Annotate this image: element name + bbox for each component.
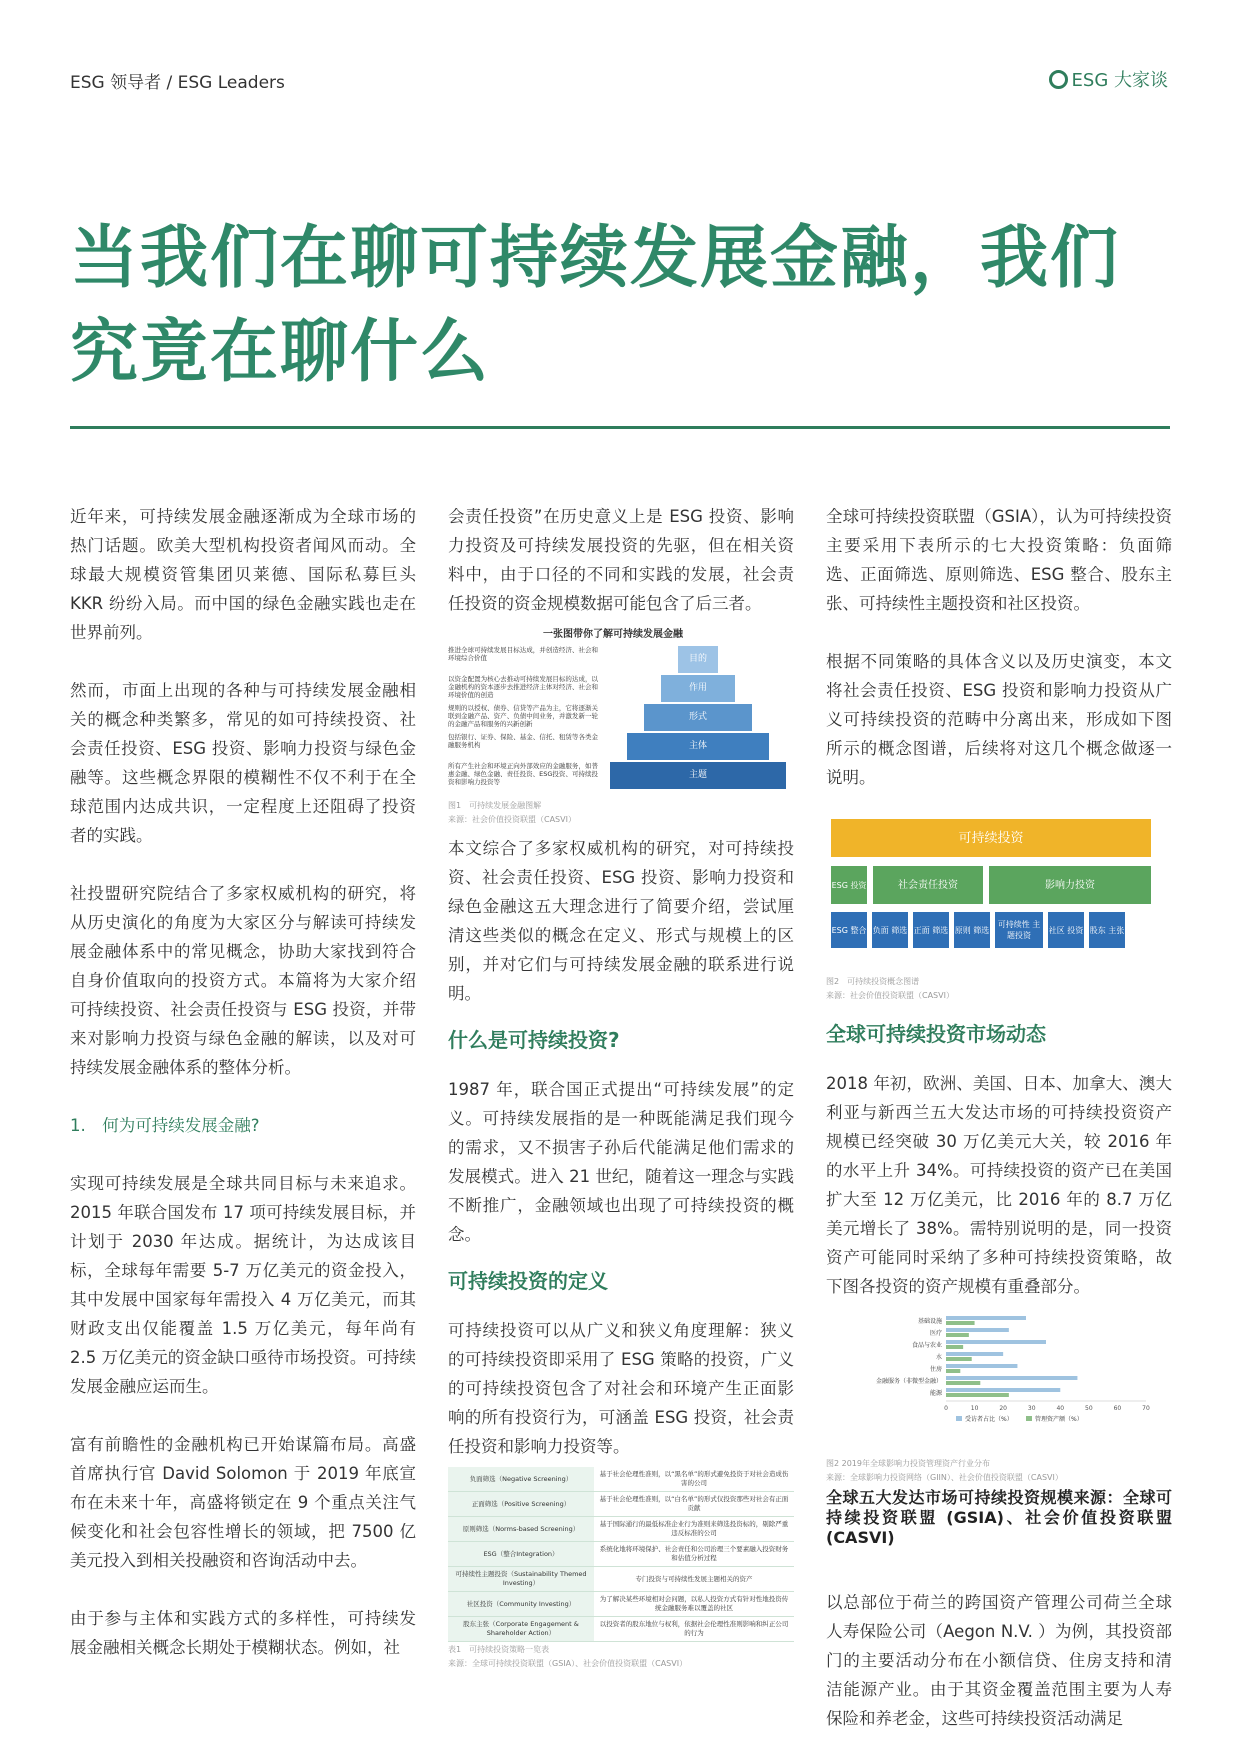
paragraph: 然而，市面上出现的各种与可持续发展金融相关的概念种类繁多，常见的如可持续投资、社会责任投资、ESG 投资、影响力投资与绿色金融等。这些概念界限的模糊性不仅不利于在全球范围内达成共识，一定程度上还阻碍了投资者的实践。 (70, 681, 416, 845)
table-row (448, 1592, 794, 1617)
pyramid-row-text: 以资金配置为核心去推动可持续发展目标的达成，以金融机构的资本逐步去推进经济主体对经济、社会和环境价值的创造 (448, 675, 598, 699)
pyramid-band: 主体 (627, 733, 769, 760)
diagram-bottom-box: 可持续性 主题投资 (995, 912, 1043, 948)
pyramid-figure (448, 628, 794, 826)
strategy-desc: 基于国际通行的最低标准企业行为准则来筛选投资标的，剔除严重违反标准的公司 (594, 1517, 794, 1542)
chart-title: 全球五大发达市场可持续投资规模来源：全球可持续投资联盟 (GSIA)、社会价值投资联盟 (CASVI) (826, 1488, 1172, 1547)
tick-label: 0 (944, 1405, 948, 1412)
tick-label: 20 (999, 1405, 1007, 1412)
strategy-name: 负面筛选（Negative Screening） (448, 1467, 594, 1492)
concept-diagram (826, 814, 1172, 1002)
subheading: 什么是可持续投资? (448, 1028, 620, 1052)
strategy-name: ESG（整合Integration） (448, 1542, 594, 1567)
diagram-bottom-box: 社区 投资 (1048, 912, 1084, 948)
table-source: 来源：全球可持续投资联盟（GSIA）、社会价值投资联盟（CASVI） (448, 1659, 688, 1668)
table-row (448, 1567, 794, 1592)
subheading: 可持续投资的定义 (448, 1269, 608, 1293)
title-rule (70, 426, 1170, 429)
strategy-name: 可持续性主题投资（Sustainability Themed Investing） (448, 1567, 594, 1592)
bar (946, 1328, 1009, 1332)
paragraph: 会责任投资”在历史意义上是 ESG 投资、影响力投资及可持续发展投资的先驱，但在相关资料中，由于口径的不同和实践的发展，社会责任投资的资金规模数据可能包含了后三者。 (448, 507, 794, 613)
bar (946, 1364, 1017, 1368)
legend-label: 受访者占比（%） (965, 1416, 1013, 1423)
diagram-mid-box: 影响力投资 (989, 866, 1151, 904)
category-label: 水 (935, 1354, 942, 1361)
category-label: 基础设施 (917, 1318, 942, 1325)
bar (946, 1352, 1003, 1356)
bar (946, 1357, 972, 1361)
paragraph: 由于参与主体和实践方式的多样性，可持续发展金融相关概念长期处于模糊状态。例如，社 (70, 1609, 416, 1657)
pyramid-row-text: 推进全球可持续发展目标达成，并创造经济、社会和环境综合价值 (448, 646, 598, 662)
column-2 (448, 502, 794, 1672)
paragraph: 以总部位于荷兰的跨国资产管理公司荷兰全球人寿保险公司（Aegon N.V. ）为例，其投资部门的主要活动分布在小额信贷、住房支持和清洁能源产业。由于其资金覆盖范围主要为人寿保险和养老金，这些可持续投资活动满足 (826, 1593, 1172, 1728)
strategy-desc: 基于社会伦理性准则，以“黑名单”的形式避免投资于对社会造成伤害的公司 (594, 1467, 794, 1492)
paragraph: 近年来，可持续发展金融逐渐成为全球市场的热门话题。欧美大型机构投资者闻风而动。全球最大规模资管集团贝莱德、国际私募巨头 KKR 纷纷入局。而中国的绿色金融实践也走在世界前列。 (70, 507, 416, 642)
column-1 (70, 502, 416, 1691)
strategy-name: 股东主张（Corporate Engagement & Shareholder Action） (448, 1617, 594, 1642)
paragraph: 可持续投资可以从广义和狭义角度理解：狭义的可持续投资即采用了 ESG 策略的投资，广义的可持续投资包含了对社会和环境产生正面影响的所有投资行为，可涵盖 ESG 投资，社会责任投资和影响力投资等。 (448, 1321, 794, 1456)
strategy-desc: 专门投资与可持续性发展主题相关的资产 (594, 1567, 794, 1592)
header-brand: ESG 大家谈 (1071, 70, 1168, 91)
diagram-bottom-box: ESG 整合 (831, 912, 867, 948)
diagram-bottom-box: 原则 筛选 (954, 912, 990, 948)
category-label: 食品与农业 (911, 1342, 942, 1349)
header-right (1049, 66, 1168, 92)
column-3 (826, 502, 1172, 1762)
tick-label: 50 (1085, 1405, 1093, 1412)
strategy-name: 原则筛选（Norms-based Screening） (448, 1517, 594, 1542)
figure-caption: 图2 可持续投资概念图谱 (826, 977, 920, 986)
page-title: 当我们在聊可持续发展金融，我们究竟在聊什么 (70, 219, 1121, 392)
bar-chart (826, 1307, 1156, 1447)
tick-label: 10 (970, 1405, 979, 1412)
paragraph: 1987 年，联合国正式提出“可持续发展”的定义。可持续发展指的是一种既能满足我们现今的需求，又不损害子孙后代能满足他们需求的发展模式。进入 21 世纪，随着这一理念与实践不断推广，金融领域也出现了可持续投资的概念。 (448, 1080, 794, 1244)
tick-label: 30 (1027, 1405, 1036, 1412)
category-label: 医疗 (929, 1330, 942, 1337)
table-row (448, 1517, 794, 1542)
pyramid-row-text: 包括银行、证券、保险、基金、信托、租赁等各类金融服务机构 (448, 733, 598, 749)
brand-ring-icon (1049, 70, 1068, 89)
figure-source: 来源：社会价值投资联盟（CASVI） (448, 815, 576, 824)
chart-source: 来源：全球影响力投资网络（GIIN）、社会价值投资联盟（CASVI） (826, 1473, 1063, 1482)
diagram-bottom-box: 股东 主张 (1089, 912, 1125, 948)
paragraph: 实现可持续发展是全球共同目标与未来追求。2015 年联合国发布 17 项可持续发展目标，并计划于 2030 年达成。据统计，为达成该目标，全球每年需要 5-7 万亿美元的资金投入，其中发展中国家每年需投入 4 万亿美元，而其财政支出仅能覆盖 1.5 万亿美元，每年尚有 2.5 万亿美元的资金缺口亟待市场投资。可持续发展金融应运而生。 (70, 1174, 416, 1396)
strategy-name: 正面筛选（Positive Screening） (448, 1492, 594, 1517)
strategy-desc: 基于社会伦理性准则，以“白名单”的形式仅投资那些对社会有正面贡献 (594, 1492, 794, 1517)
figure-caption: 图1 可持续发展金融图解 (448, 801, 542, 810)
diagram-bottom-box: 正面 筛选 (913, 912, 949, 948)
tick-label: 40 (1056, 1405, 1065, 1412)
category-label: 住房 (929, 1366, 942, 1373)
paragraph: 富有前瞻性的金融机构已开始谋篇布局。高盛首席执行官 David Solomon 于 2019 年底宣布在未来十年，高盛将锁定在 9 个重点关注气候变化和社会包容性增长的领域，把 7500 亿美元投入到相关投融资和咨询活动中去。 (70, 1435, 416, 1570)
legend-swatch (1026, 1416, 1032, 1421)
section-heading: 1. 何为可持续发展金融? (70, 1116, 260, 1135)
pyramid-row-text: 规则的以授权、债券、信贷等产品为主，它将逐渐关联到金融产品、资产、负债中间业务，并激发新一轮的金融产品和服务的兴新创新 (448, 704, 598, 728)
legend-swatch (956, 1416, 962, 1421)
strategy-desc: 为了解决某些环境相对会问题，以私人投资方式有针对性地投资传统金融服务难以覆盖的社区 (594, 1592, 794, 1617)
bar (946, 1316, 1026, 1320)
pyramid-band: 目的 (678, 646, 718, 673)
paragraph: 2018 年初，欧洲、美国、日本、加拿大、澳大利亚与新西兰五大发达市场的可持续投资资产规模已经突破 30 万亿美元大关，较 2016 年的水平上升 34%。可持续投资的资产已在美国扩大至 12 万亿美元，比 2016 年的 8.7 万亿美元增长了 38%。需特别说明的是，同一投资资产可能同时采纳了多种可持续投资策略，故下图各投资的资产规模有重叠部分。 (826, 1074, 1172, 1296)
bar (946, 1369, 960, 1373)
table-row (448, 1492, 794, 1517)
category-label: 能源 (929, 1390, 942, 1397)
bar (946, 1376, 1077, 1380)
tick-label: 70 (1142, 1405, 1150, 1412)
bar (946, 1321, 975, 1325)
subheading: 全球可持续投资市场动态 (826, 1022, 1046, 1046)
diagram-mid-box: ESG 投资 (831, 866, 867, 904)
table-caption: 表1 可持续投资策略一览表 (448, 1645, 550, 1654)
pyramid-band: 作用 (661, 675, 735, 702)
strategy-desc: 以投资者的股东地位与权利，依据社会伦理性准则影响和纠正公司的行为 (594, 1617, 794, 1642)
table-row (448, 1467, 794, 1492)
header-left: ESG 领导者 / ESG Leaders (70, 73, 285, 93)
pyramid-title: 一张图带你了解可持续发展金融 (543, 629, 683, 640)
bar (946, 1393, 1009, 1397)
pyramid-band: 主题 (610, 762, 786, 789)
pyramid-row-text: 所有产生社会和环境正向外部效应的金融服务，如普惠金融、绿色金融、责任投资、ESG投资、可持续投资和影响力投资等 (448, 762, 598, 786)
bar (946, 1333, 969, 1337)
paragraph: 全球可持续投资联盟（GSIA），认为可持续投资主要采用下表所示的七大投资策略：负面筛选、正面筛选、原则筛选、ESG 整合、股东主张、可持续性主题投资和社区投资。 (826, 507, 1172, 613)
paragraph: 社投盟研究院结合了多家权威机构的研究，将从历史演化的角度为大家区分与解读可持续发展金融体系中的常见概念，协助大家找到符合自身价值取向的投资方式。本篇将为大家介绍可持续投资、社会责任投资与 ESG 投资，并带来对影响力投资与绿色金融的解读，以及对可持续发展金融体系的整体分析。 (70, 884, 416, 1077)
legend-label: 管理资产额（%） (1035, 1416, 1083, 1423)
diagram-top-box: 可持续投资 (831, 819, 1151, 857)
diagram-bottom-box: 负面 筛选 (872, 912, 908, 948)
diagram-mid-box: 社会责任投资 (873, 866, 983, 904)
table-row (448, 1617, 794, 1642)
bar (946, 1388, 1060, 1392)
bar (946, 1340, 1046, 1344)
tick-label: 60 (1113, 1405, 1122, 1412)
pyramid-band: 形式 (644, 704, 752, 731)
paragraph: 根据不同策略的具体含义以及历史演变，本文将社会责任投资、ESG 投资和影响力投资从广义可持续投资的范畴中分离出来，形成如下图所示的概念图谱，后续将对这几个概念做逐一说明。 (826, 652, 1172, 787)
figure-source: 来源：社会价值投资联盟（CASVI） (826, 991, 954, 1000)
paragraph: 本文综合了多家权威机构的研究，对可持续投资、社会责任投资、ESG 投资、影响力投资和绿色金融这五大理念进行了简要介绍，尝试厘清这些类似的概念在定义、形式与规模上的区别，并对它们与可持续发展金融的联系进行说明。 (448, 839, 794, 1003)
strategies-table (448, 1467, 794, 1642)
category-label: 金融服务（非微型金融） (875, 1378, 942, 1385)
strategy-desc: 系统化地将环境保护、社会责任和公司治理三个要素融入投资财务和估值分析过程 (594, 1542, 794, 1567)
chart-caption: 图2 2019年全球影响力投资管理资产行业分布 (826, 1459, 990, 1468)
strategy-name: 社区投资（Community Investing） (448, 1592, 594, 1617)
table-row (448, 1542, 794, 1567)
bar (946, 1381, 980, 1385)
bar (946, 1345, 963, 1349)
